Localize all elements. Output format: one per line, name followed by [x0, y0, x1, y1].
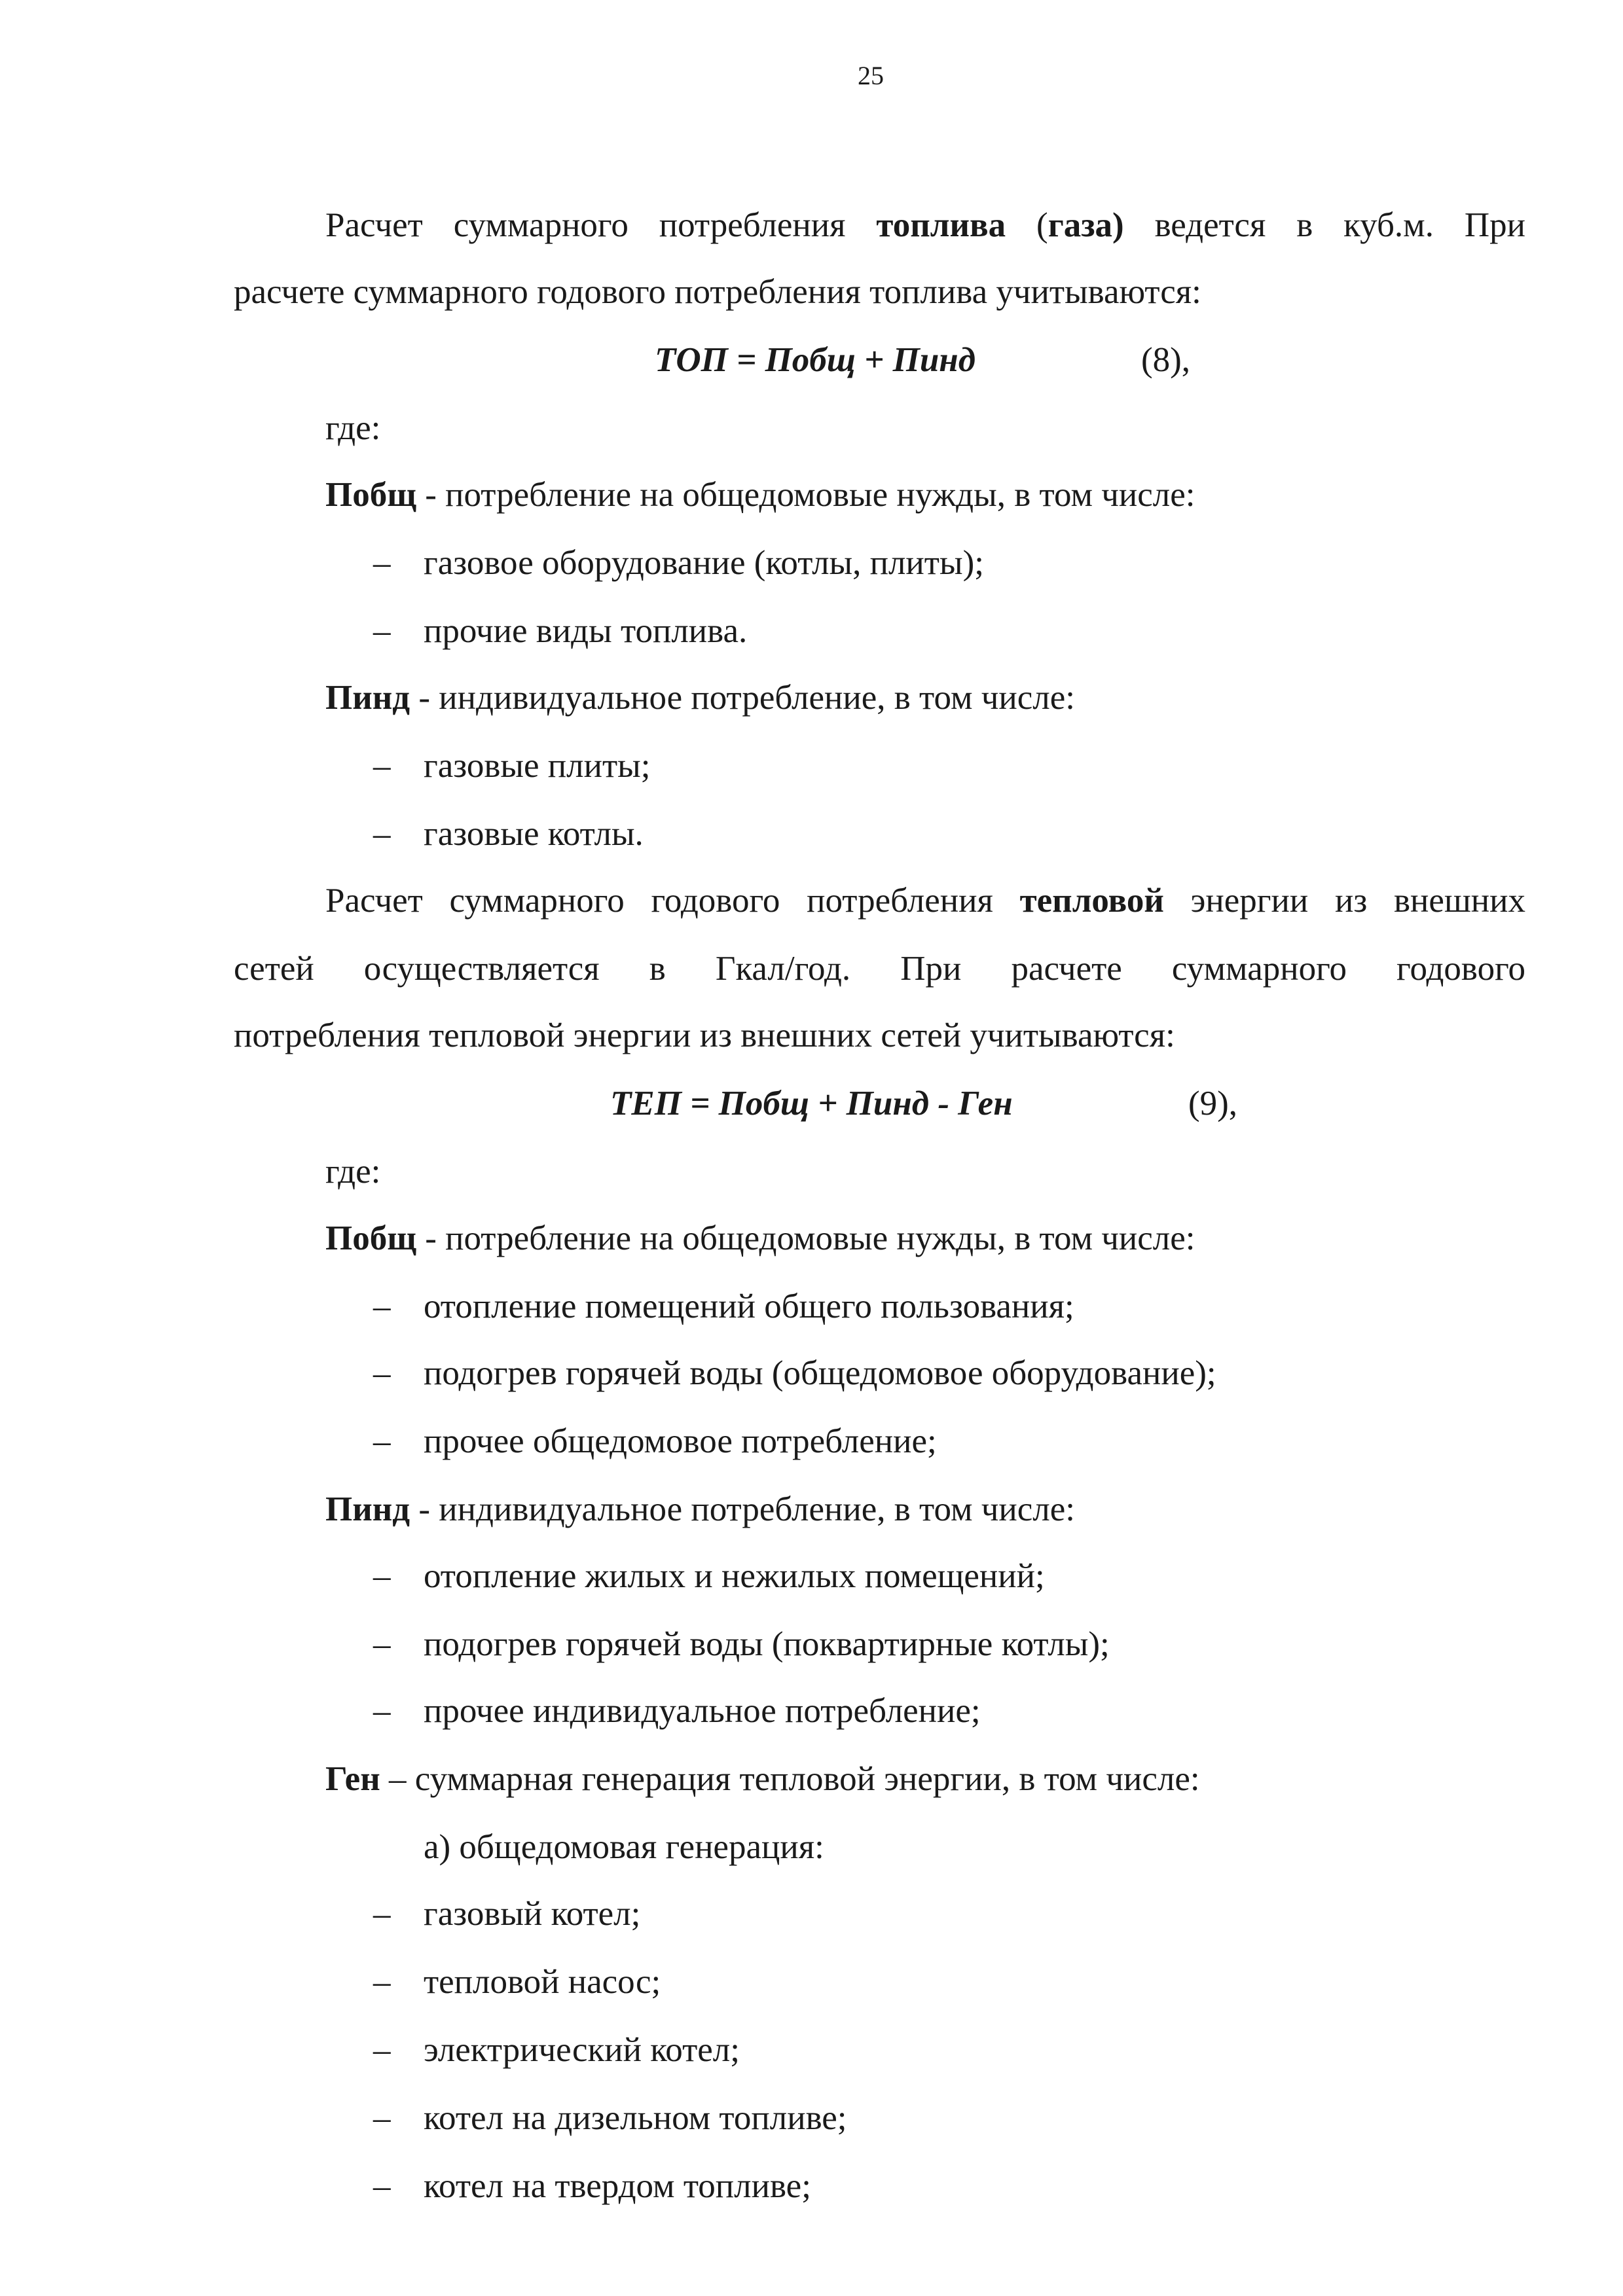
list-dash: –: [373, 815, 391, 853]
list-item: тепловой насос;: [424, 1963, 661, 2001]
pind-definition-2: Пинд - индивидуальное потребление, в том числе:: [325, 1490, 1076, 1528]
formula-9: ТЕП = Побщ + Пинд - Ген: [610, 1085, 1013, 1122]
list-dash: –: [373, 1557, 391, 1595]
list-dash: –: [373, 1625, 391, 1663]
list-item: подогрев горячей воды (поквартирные котлы);: [424, 1625, 1110, 1663]
list-item: прочие виды топлива.: [424, 612, 748, 650]
list-item: газовые котлы.: [424, 815, 644, 853]
where-label-1: где:: [325, 409, 381, 447]
paragraph-heat-line-1: Расчет суммарного годового потребления тепловой энергии из внешних: [325, 882, 1525, 920]
list-dash: –: [373, 1287, 391, 1325]
list-dash: –: [373, 1963, 391, 2001]
paragraph-fuel-line-2: расчете суммарного годового потребления топлива учитываются:: [234, 273, 1201, 311]
sub-heading-a: а) общедомовая генерация:: [424, 1828, 824, 1866]
list-dash: –: [373, 2099, 391, 2137]
pobsh-definition-2: Побщ - потребление на общедомовые нужды, в том числе:: [325, 1219, 1195, 1257]
formula-9-number: (9),: [1188, 1085, 1238, 1122]
list-dash: –: [373, 2167, 391, 2205]
pobsh-definition-1: Побщ - потребление на общедомовые нужды, в том числе:: [325, 476, 1195, 514]
pind-definition-1: Пинд - индивидуальное потребление, в том числе:: [325, 679, 1076, 717]
gen-definition: Ген – суммарная генерация тепловой энергии, в том числе:: [325, 1760, 1200, 1798]
formula-8: ТОП = Побщ + Пинд: [655, 341, 976, 379]
list-dash: –: [373, 1354, 391, 1392]
list-dash: –: [373, 612, 391, 650]
list-item: котел на дизельном топливе;: [424, 2099, 847, 2137]
formula-8-number: (8),: [1141, 341, 1191, 379]
list-item: газовый котел;: [424, 1895, 641, 1933]
list-item: отопление жилых и нежилых помещений;: [424, 1557, 1045, 1595]
list-item: прочее индивидуальное потребление;: [424, 1692, 981, 1730]
paragraph-heat-line-3: потребления тепловой энергии из внешних сетей учитываются:: [234, 1016, 1175, 1054]
paragraph-heat-line-2: сетей осуществляется в Гкал/год. При расчете суммарного годового: [234, 950, 1525, 988]
page-number: 25: [858, 61, 884, 90]
list-item: электрический котел;: [424, 2031, 740, 2069]
paragraph-fuel-line-1: Расчет суммарного потребления топлива (газа) ведется в куб.м. При: [325, 206, 1525, 244]
list-item: подогрев горячей воды (общедомовое оборудование);: [424, 1354, 1216, 1392]
list-item: прочее общедомовое потребление;: [424, 1422, 937, 1460]
list-dash: –: [373, 747, 391, 785]
where-label-2: где:: [325, 1153, 381, 1191]
list-dash: –: [373, 1692, 391, 1730]
list-item: отопление помещений общего пользования;: [424, 1287, 1074, 1325]
list-dash: –: [373, 2031, 391, 2069]
list-dash: –: [373, 1422, 391, 1460]
list-dash: –: [373, 544, 391, 582]
list-item: газовое оборудование (котлы, плиты);: [424, 544, 984, 582]
list-item: газовые плиты;: [424, 747, 651, 785]
list-item: котел на твердом топливе;: [424, 2167, 811, 2205]
list-dash: –: [373, 1895, 391, 1933]
